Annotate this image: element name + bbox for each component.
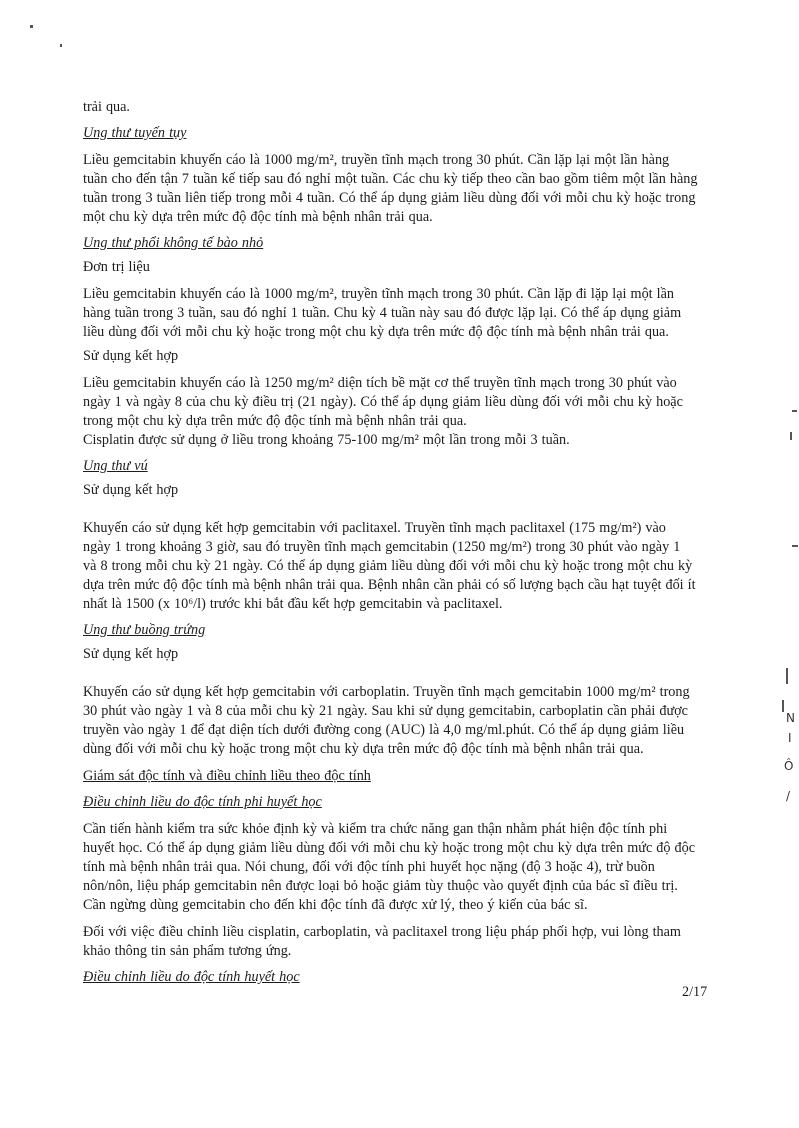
- section-heading: Ung thư phổi không tế bào nhỏ: [83, 235, 264, 251]
- text-line: truyền vào ngày 1 để đạt diện tích dưới đường cong (AUC) là 4,0 mg/ml.phút. Có thể áp dụng giảm liều: [83, 722, 685, 738]
- text-line: Liều gemcitabin khuyến cáo là 1000 mg/m², truyền tĩnh mạch trong 30 phút. Cần lặp lại một lần hàng: [83, 152, 670, 168]
- text-line: Liều gemcitabin khuyến cáo là 1000 mg/m², truyền tĩnh mạch trong 30 phút. Cần lặp đi lặp lại một lần: [83, 286, 674, 302]
- paragraph: [83, 98, 715, 117]
- text-line: ngày 1 trong khoảng 3 giờ, sau đó truyền tĩnh mạch gemcitabin (1250 mg/m²) trong 30 phút vào ngày 1: [83, 539, 681, 555]
- text-line: Cisplatin được sử dụng ở liều trong khoảng 75-100 mg/m² một lần trong mỗi 3 tuần.: [83, 432, 570, 448]
- paragraph: [83, 820, 715, 915]
- text-line: dùng đối với mỗi chu kỳ hoặc trong một chu kỳ dựa trên mức độ độc tính mà bệnh nhân trải qua.: [83, 741, 644, 757]
- paragraph: [83, 374, 715, 450]
- text-line: huyết học. Có thể áp dụng giảm liều dùng đối với mỗi chu kỳ hoặc trong một chu kỳ dựa trên mức độ độc: [83, 840, 696, 856]
- text-line: nhất là 1500 (x 10⁶/l) trước khi bắt đầu kết hợp gemcitabin và paclitaxel.: [83, 596, 503, 612]
- section-heading: Ung thư buồng trứng: [83, 622, 206, 638]
- scan-speck: [792, 545, 798, 547]
- paragraph: [83, 519, 715, 614]
- section-heading: Điều chỉnh liều do độc tính phi huyết học: [83, 794, 322, 810]
- page-number: 2/17: [682, 984, 708, 1000]
- text-line: một chu kỳ dựa trên mức độ độc tính mà bệnh nhân trải qua.: [83, 209, 433, 225]
- text-line: trong một chu kỳ dựa trên mức độ độc tính mà bệnh nhân trải qua.: [83, 413, 467, 429]
- paragraph: [83, 923, 715, 961]
- scan-speck: [786, 668, 788, 684]
- text-line: hàng tuần trong 3 tuần, sau đó nghỉ 1 tuần. Chu kỳ 4 tuần này sau đó được lặp lại. Có thể áp dụng giảm: [83, 305, 682, 321]
- text-line: Khuyến cáo sử dụng kết hợp gemcitabin với carboplatin. Truyền tĩnh mạch gemcitabin 1000 mg/m² trong: [83, 684, 690, 700]
- margin-glyph: /: [786, 789, 791, 803]
- section-heading: Ung thư tuyến tụy: [83, 125, 187, 141]
- subsection-label: Sử dụng kết hợp: [83, 348, 179, 364]
- text-line: ngày 1 và ngày 8 của chu kỳ điều trị (21 ngày). Có thể áp dụng giảm liều dùng đối với mỗi chu kỳ hoặc: [83, 394, 683, 410]
- paragraph: [83, 683, 715, 759]
- text-line: khảo thông tin sản phẩm tương ứng.: [83, 943, 292, 959]
- text-line: Liều gemcitabin khuyến cáo là 1250 mg/m² diện tích bề mặt cơ thể truyền tĩnh mạch trong 30 phút vào: [83, 375, 677, 391]
- subsection-label: Đơn trị liệu: [83, 259, 150, 275]
- subsection-label: Sử dụng kết hợp: [83, 646, 179, 662]
- text-line: nôn/nôn, liệu pháp gemcitabin nên được loại bỏ hoặc giảm tùy thuộc vào quyết định của bác sĩ điều trị.: [83, 878, 678, 894]
- text-line: Khuyến cáo sử dụng kết hợp gemcitabin với paclitaxel. Truyền tĩnh mạch paclitaxel (175 mg/m²) vào: [83, 520, 666, 536]
- subsection-label: Sử dụng kết hợp: [83, 482, 179, 498]
- text-line: Cần tiến hành kiểm tra sức khỏe định kỳ và kiểm tra chức năng gan thận nhằm phát hiện độc tính phi: [83, 821, 668, 837]
- scan-speck: [30, 25, 33, 28]
- margin-glyph: N: [786, 711, 795, 725]
- text-line: liều dùng đối với mỗi chu kỳ hoặc trong một chu kỳ dựa trên mức độ độc tính mà bệnh nhân trải qua.: [83, 324, 669, 340]
- document-body: [83, 98, 715, 987]
- section-heading: Ung thư vú: [83, 458, 148, 474]
- paragraph: [83, 285, 715, 342]
- text-line: tính mà bệnh nhân trải qua. Nói chung, đối với độc tính phi huyết học nặng (độ 3 hoặc 4), trừ buồn: [83, 859, 655, 875]
- text-line: 30 phút vào ngày 1 và 8 của mỗi chu kỳ 21 ngày. Sau khi sử dụng gemcitabin, carboplatin cần phải được: [83, 703, 688, 719]
- section-title: Giám sát độc tính và điều chỉnh liều theo độc tính: [83, 768, 371, 784]
- text-line: tuần cho đến tận 7 tuần kế tiếp sau đó nghỉ một tuần. Các chu kỳ tiếp theo cần bao gồm tiêm một lần hàng: [83, 171, 698, 187]
- text-line: dựa trên mức độ độc tính mà bệnh nhân trải qua. Bệnh nhân cần phải có số lượng bạch cầu hạt tuyệt đối ít: [83, 577, 696, 593]
- scan-speck: [60, 44, 62, 47]
- scan-speck: [790, 432, 792, 440]
- paragraph: [83, 151, 715, 227]
- text-line: Cần ngừng dùng gemcitabin cho đến khi độc tính đã được xử lý, theo ý kiến của bác sĩ.: [83, 897, 588, 913]
- text-line: và 8 trong mỗi chu kỳ 21 ngày. Có thể áp dụng giảm liều dùng đối với mỗi chu kỳ hoặc trong một chu kỳ: [83, 558, 693, 574]
- section-heading: Điều chỉnh liều do độc tính huyết học: [83, 969, 300, 985]
- text-line: Đối với việc điều chỉnh liều cisplatin, carboplatin, và paclitaxel trong liệu pháp phối hợp, vui lòng tham: [83, 924, 681, 940]
- margin-glyph: Ô: [784, 759, 794, 773]
- text-line: tuần trong 3 tuần liên tiếp trong mỗi 4 tuần. Có thể áp dụng giảm liều dùng đối với mỗi chu kỳ hoặc trong: [83, 190, 696, 206]
- scan-speck: [792, 410, 797, 412]
- scan-speck: [782, 700, 784, 712]
- text-line: trải qua.: [83, 99, 130, 115]
- margin-glyph: I: [788, 731, 792, 745]
